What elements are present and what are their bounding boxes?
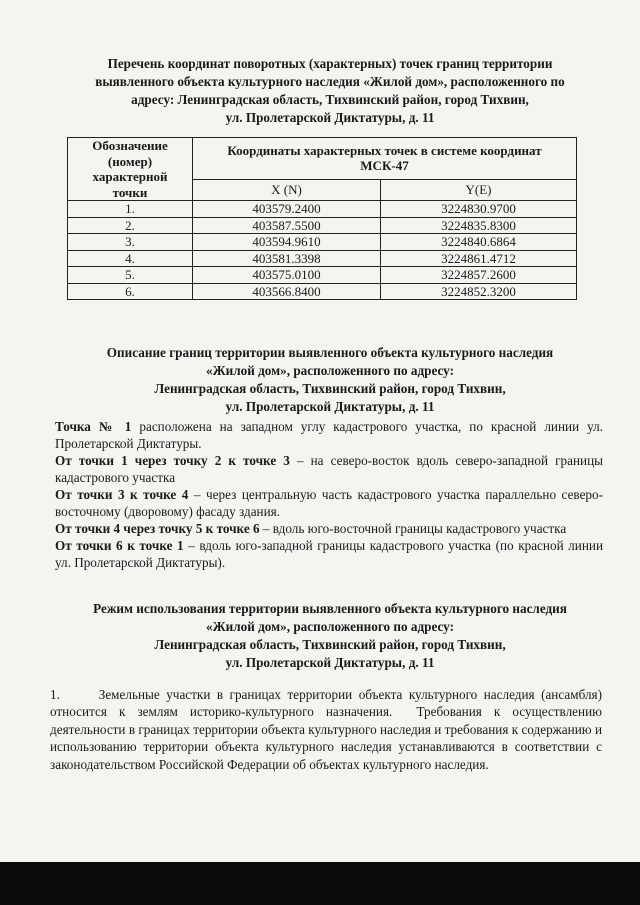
description-item: Точка № 1 расположена на западном углу кадастрового участка, по красной линии ул. Пролетарской Диктатуры. — [55, 419, 604, 451]
y-value: 3224861.4712 — [381, 250, 577, 267]
heading-line: «Жилой дом», расположенного по адресу: — [206, 619, 454, 634]
table-row — [68, 267, 577, 284]
heading-line: Ленинградская область, Тихвинский район, город Тихвин, — [154, 381, 506, 396]
table-row — [68, 234, 577, 251]
x-value: 403581.3398 — [193, 250, 381, 267]
point-number: 1. — [68, 201, 193, 218]
heading-line: ул. Пролетарской Диктатуры, д. 11 — [225, 655, 435, 670]
y-value: 3224830.9700 — [381, 201, 577, 218]
coordinates-heading — [40, 55, 620, 127]
boundary-description-heading — [40, 344, 620, 416]
description-item: От точки 4 через точку 5 к точке 6 – вдоль юго-восточной границы кадастрового участка — [55, 521, 567, 536]
usage-paragraph — [50, 686, 606, 773]
point-number: 4. — [68, 250, 193, 267]
coordinates-system-header: Координаты характерных точек в системе координат МСК-47 — [193, 138, 577, 180]
y-value: 3224857.2600 — [381, 267, 577, 284]
description-item: От точки 1 через точку 2 к точке 3 – на северо-восток вдоль северо-западной границы кадастрового участка — [55, 453, 603, 485]
x-value: 403587.5500 — [193, 217, 381, 234]
heading-line: Режим использования территории выявленного объекта культурного наследия — [93, 601, 567, 616]
x-value: 403575.0100 — [193, 267, 381, 284]
usage-regime-heading — [40, 600, 620, 672]
table-row — [68, 283, 577, 300]
point-number: 2. — [68, 217, 193, 234]
paragraph-text: 1. Земельные участки в границах территории объекта культурного наследия (ансамбля) относится к землям историко-культурного назначения. Требования к осуществлению деятельности в границах территории объекта культурного наследия и требования к содержанию и использованию территории объекта культурного наследия устанавливаются в соответствии с законодательством Российской Федерации об объектах культурного наследия. — [50, 687, 606, 772]
heading-line: Ленинградская область, Тихвинский район, город Тихвин, — [154, 637, 506, 652]
table-row — [68, 217, 577, 234]
heading-line: «Жилой дом», расположенного по адресу: — [206, 363, 454, 378]
heading-line: выявленного объекта культурного наследия «Жилой дом», расположенного по — [95, 74, 565, 89]
point-number: 6. — [68, 283, 193, 300]
heading-line: ул. Пролетарской Диктатуры, д. 11 — [225, 110, 435, 125]
description-item: От точки 6 к точке 1 – вдоль юго-западной границы кадастрового участка (по красной линии ул. Пролетарской Диктатуры). — [55, 538, 603, 570]
y-value: 3224840.6864 — [381, 234, 577, 251]
boundary-description — [55, 418, 603, 571]
y-value: 3224852.3200 — [381, 283, 577, 300]
x-value: 403566.8400 — [193, 283, 381, 300]
x-value: 403594.9610 — [193, 234, 381, 251]
point-number: 3. — [68, 234, 193, 251]
table-row — [68, 201, 577, 218]
y-header: Y(E) — [381, 179, 577, 200]
scan-border — [0, 862, 640, 905]
x-header: X (N) — [193, 179, 381, 200]
x-value: 403579.2400 — [193, 201, 381, 218]
heading-line: адресу: Ленинградская область, Тихвинский район, город Тихвин, — [131, 92, 529, 107]
point-number: 5. — [68, 267, 193, 284]
heading-line: Описание границ территории выявленного объекта культурного наследия — [106, 345, 554, 360]
coordinates-table — [67, 137, 577, 300]
point-number-header: Обозначение (номер) характерной точки — [68, 138, 193, 201]
table-row — [68, 250, 577, 267]
heading-line: Перечень координат поворотных (характерных) точек границ территории — [107, 56, 553, 71]
description-item: От точки 3 к точке 4 – через центральную часть кадастрового участка параллельно северо-восточному (дворовому) фасаду здания. — [55, 487, 604, 519]
y-value: 3224835.8300 — [381, 217, 577, 234]
heading-line: ул. Пролетарской Диктатуры, д. 11 — [225, 399, 435, 414]
